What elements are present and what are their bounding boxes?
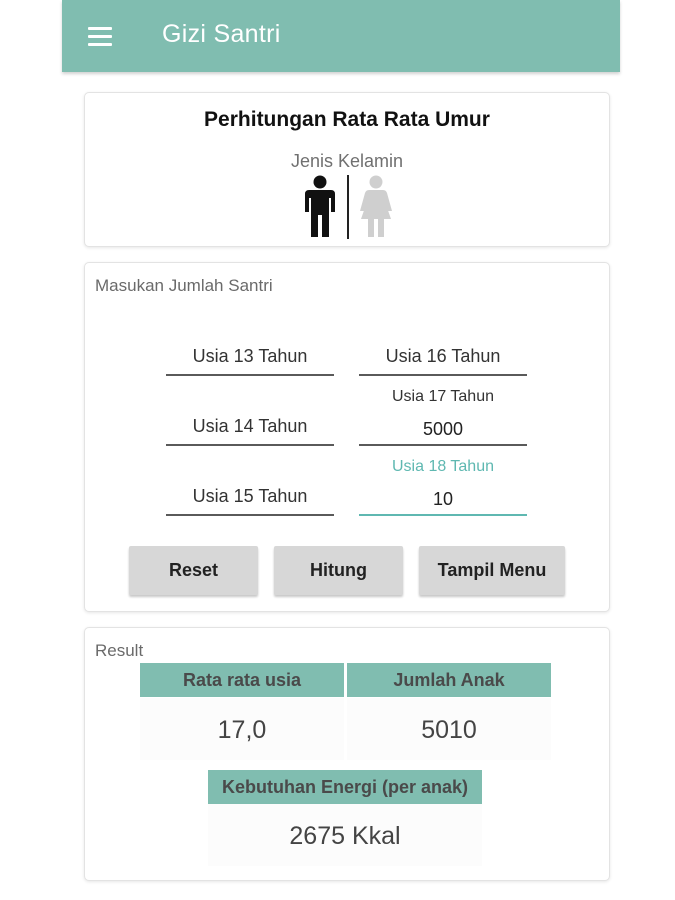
hamburger-menu-icon[interactable]	[84, 22, 118, 52]
energy-value: 2675 Kkal	[289, 822, 401, 850]
hitung-button[interactable]: Hitung	[274, 546, 403, 595]
age-18-label: Usia 18 Tahun	[392, 458, 494, 475]
app-screen	[62, 0, 620, 900]
age-13-underline	[166, 374, 334, 376]
result-card-caption: Result	[95, 641, 144, 660]
age-17-value: 5000	[422, 419, 464, 439]
age-16-underline	[359, 374, 527, 376]
male-person-icon[interactable]	[302, 175, 338, 237]
age-14-hint: Usia 14 Tahun	[192, 416, 308, 436]
average-age-header: Rata rata usia	[140, 663, 344, 697]
average-age-value: 17,0	[217, 716, 267, 744]
input-card	[84, 262, 610, 612]
age-15-underline	[166, 514, 334, 516]
age-13-field[interactable]	[166, 343, 334, 377]
result-card	[84, 627, 610, 881]
tampil-menu-button[interactable]: Tampil Menu	[419, 546, 565, 595]
gender-label: Jenis Kelamin	[290, 151, 404, 171]
age-18-field[interactable]	[359, 457, 527, 517]
age-17-underline	[359, 444, 527, 446]
child-count-value: 5010	[421, 716, 477, 744]
energy-header: Kebutuhan Energi (per anak)	[208, 770, 482, 804]
app-title: Gizi Santri	[162, 20, 281, 48]
age-15-hint: Usia 15 Tahun	[192, 486, 308, 506]
card-title: Perhitungan Rata Rata Umur	[204, 108, 490, 131]
age-14-underline	[166, 444, 334, 446]
gender-divider	[347, 175, 349, 239]
age-18-underline	[359, 514, 527, 516]
age-18-value: 10	[432, 489, 454, 509]
input-card-caption: Masukan Jumlah Santri	[95, 276, 273, 295]
age-17-field[interactable]	[359, 387, 527, 447]
age-14-field[interactable]	[166, 413, 334, 447]
female-person-icon[interactable]	[358, 175, 394, 237]
reset-button[interactable]: Reset	[129, 546, 258, 595]
age-17-label: Usia 17 Tahun	[392, 388, 494, 405]
age-16-hint: Usia 16 Tahun	[385, 346, 501, 366]
age-16-field[interactable]	[359, 343, 527, 377]
age-15-field[interactable]	[166, 483, 334, 517]
child-count-header: Jumlah Anak	[347, 663, 551, 697]
age-13-hint: Usia 13 Tahun	[192, 346, 308, 366]
app-bar	[62, 0, 620, 72]
gender-card	[84, 92, 610, 247]
